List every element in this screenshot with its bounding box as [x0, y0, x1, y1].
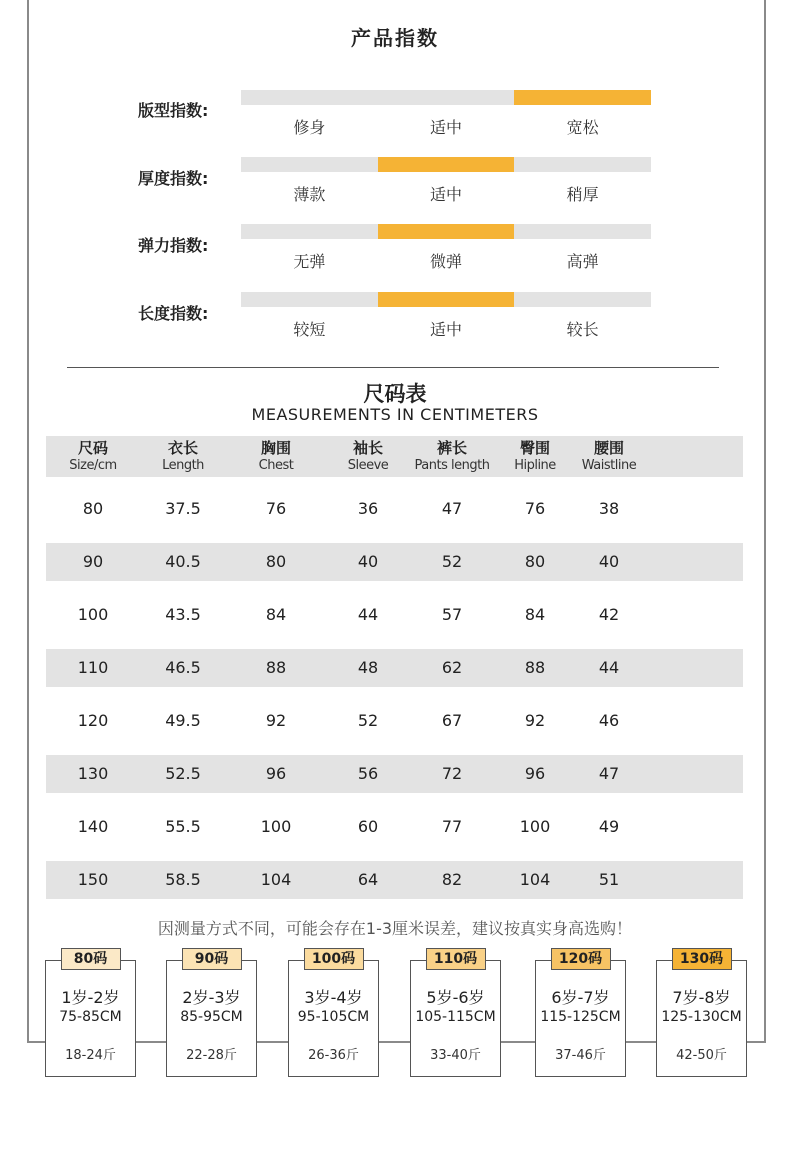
table-cell: 52: [441, 552, 463, 571]
product-index-title: 产品指数: [351, 26, 439, 50]
card-height: 95-105CM: [297, 1009, 370, 1025]
table-cell: 84: [265, 605, 287, 624]
index-bar-segment: [378, 224, 515, 239]
table-cell: 51: [598, 870, 620, 889]
table-header-cell: [564, 439, 654, 474]
card-height: 125-130CM: [661, 1009, 742, 1025]
table-cell: 92: [524, 711, 546, 730]
card-height: 105-115CM: [415, 1009, 496, 1025]
header-en: Hipline: [514, 458, 556, 473]
index-bar: [241, 292, 651, 307]
header-cn: 胸围: [260, 439, 291, 457]
table-cell: 88: [524, 658, 546, 677]
table-cell: 58.5: [165, 870, 201, 889]
table-row: [46, 649, 743, 687]
table-cell: 104: [260, 870, 292, 889]
size-card: [288, 951, 379, 1077]
table-cell: 96: [524, 764, 546, 783]
index-label: 弹力指数:: [138, 236, 209, 255]
header-en: Sleeve: [347, 458, 389, 473]
index-label: 版型指数:: [138, 101, 209, 120]
table-cell: 67: [441, 711, 463, 730]
card-height: 115-125CM: [540, 1009, 621, 1025]
index-bar-segment: [378, 157, 515, 172]
index-option-label: 微弹: [430, 252, 463, 271]
table-cell: 60: [357, 817, 379, 836]
table-cell: 90: [82, 552, 104, 571]
table-cell: 44: [357, 605, 379, 624]
table-cell: 48: [357, 658, 379, 677]
size-badge: 90码: [182, 948, 242, 970]
table-cell: 56: [357, 764, 379, 783]
card-weight: 26-36斤: [308, 1048, 359, 1063]
table-row: [46, 808, 743, 846]
card-age: 6岁-7岁: [551, 988, 610, 1007]
card-weight: 22-28斤: [186, 1048, 237, 1063]
table-header-cell: [138, 439, 228, 474]
index-bar-segment: [514, 90, 651, 105]
table-cell: 46.5: [165, 658, 201, 677]
table-cell: 82: [441, 870, 463, 889]
index-bar-segment: [378, 90, 515, 105]
index-bar-segment: [241, 157, 378, 172]
index-row: [0, 224, 790, 274]
index-options: [241, 115, 651, 138]
table-cell: 110: [77, 658, 109, 677]
index-bar-segment: [241, 224, 378, 239]
index-option-label: 无弹: [293, 252, 326, 271]
table-cell: 76: [265, 499, 287, 518]
table-header-cell: [407, 439, 497, 474]
card-age: 1岁-2岁: [61, 988, 120, 1007]
index-bar-segment: [241, 292, 378, 307]
card-age: 2岁-3岁: [182, 988, 241, 1007]
header-en: Chest: [258, 458, 294, 473]
index-option-label: 宽松: [566, 118, 599, 137]
table-cell: 76: [524, 499, 546, 518]
size-chart-title: 尺码表: [363, 382, 427, 406]
table-cell: 84: [524, 605, 546, 624]
header-en: Length: [162, 458, 204, 473]
card-weight: 33-40斤: [430, 1048, 481, 1063]
table-cell: 104: [519, 870, 551, 889]
size-badge: 130码: [672, 948, 732, 970]
index-row: [0, 90, 790, 140]
table-cell: 46: [598, 711, 620, 730]
index-option-label: 较长: [566, 320, 599, 339]
table-cell: 80: [265, 552, 287, 571]
index-options: [241, 317, 651, 340]
table-cell: 57: [441, 605, 463, 624]
size-card: [656, 951, 747, 1077]
index-option-label: 稍厚: [566, 185, 599, 204]
table-cell: 77: [441, 817, 463, 836]
size-card: [535, 951, 626, 1077]
table-cell: 37.5: [165, 499, 201, 518]
size-badge: 100码: [304, 948, 364, 970]
table-cell: 64: [357, 870, 379, 889]
table-cell: 62: [441, 658, 463, 677]
table-cell: 44: [598, 658, 620, 677]
table-cell: 40: [357, 552, 379, 571]
card-age: 7岁-8岁: [672, 988, 731, 1007]
card-weight: 37-46斤: [555, 1048, 606, 1063]
table-cell: 49: [598, 817, 620, 836]
header-en: Size/cm: [69, 458, 117, 473]
table-row: [46, 861, 743, 899]
index-row: [0, 157, 790, 207]
table-cell: 100: [260, 817, 292, 836]
index-options: [241, 249, 651, 272]
table-cell: 96: [265, 764, 287, 783]
index-bar: [241, 157, 651, 172]
index-bar-segment: [514, 224, 651, 239]
table-row: [46, 755, 743, 793]
card-weight: 42-50斤: [676, 1048, 727, 1063]
table-cell: 140: [77, 817, 109, 836]
table-cell: 80: [524, 552, 546, 571]
table-cell: 40: [598, 552, 620, 571]
index-bar: [241, 224, 651, 239]
table-cell: 42: [598, 605, 620, 624]
index-bar: [241, 90, 651, 105]
table-row: [46, 543, 743, 581]
measurement-note: 因测量方式不同，可能会存在1-3厘米误差，建议按真实身高选购！: [157, 919, 633, 938]
size-badge: 80码: [61, 948, 121, 970]
card-height: 75-85CM: [59, 1009, 122, 1025]
index-option-label: 适中: [430, 320, 463, 339]
index-bar-segment: [514, 157, 651, 172]
table-cell: 52: [357, 711, 379, 730]
table-cell: 36: [357, 499, 379, 518]
table-header-cell: [231, 439, 321, 474]
size-table-header: [46, 436, 743, 477]
table-cell: 92: [265, 711, 287, 730]
header-en: Pants length: [414, 458, 490, 473]
index-bar-segment: [514, 292, 651, 307]
header-cn: 臀围: [519, 439, 550, 457]
index-options: [241, 182, 651, 205]
card-age: 5岁-6岁: [426, 988, 485, 1007]
size-card: [410, 951, 501, 1077]
card-age: 3岁-4岁: [304, 988, 363, 1007]
index-label: 厚度指数:: [138, 169, 209, 188]
table-header-cell: [48, 439, 138, 474]
table-cell: 38: [598, 499, 620, 518]
table-cell: 130: [77, 764, 109, 783]
table-header-cell: [323, 439, 413, 474]
size-chart-subtitle: MEASUREMENTS IN CENTIMETERS: [251, 405, 539, 424]
header-cn: 腰围: [593, 439, 624, 457]
size-badge: 120码: [551, 948, 611, 970]
table-cell: 80: [82, 499, 104, 518]
index-bar-segment: [241, 90, 378, 105]
table-row: [46, 490, 743, 528]
size-badge: 110码: [426, 948, 486, 970]
index-label: 长度指数:: [138, 304, 209, 323]
header-en: Waistline: [581, 458, 637, 473]
size-card: [166, 951, 257, 1077]
table-cell: 120: [77, 711, 109, 730]
header-cn: 袖长: [352, 439, 383, 457]
card-weight: 18-24斤: [65, 1048, 116, 1063]
table-cell: 43.5: [165, 605, 201, 624]
table-cell: 88: [265, 658, 287, 677]
index-bar-segment: [378, 292, 515, 307]
header-cn: 裤长: [436, 439, 467, 457]
index-row: [0, 292, 790, 342]
table-cell: 47: [598, 764, 620, 783]
table-cell: 100: [519, 817, 551, 836]
table-cell: 47: [441, 499, 463, 518]
table-row: [46, 702, 743, 740]
table-cell: 40.5: [165, 552, 201, 571]
table-cell: 72: [441, 764, 463, 783]
index-option-label: 薄款: [293, 185, 326, 204]
header-cn: 尺码: [77, 439, 108, 457]
header-cn: 衣长: [167, 439, 198, 457]
index-option-label: 适中: [430, 185, 463, 204]
table-row: [46, 596, 743, 634]
table-cell: 49.5: [165, 711, 201, 730]
index-option-label: 适中: [430, 118, 463, 137]
index-option-label: 修身: [293, 118, 326, 137]
table-cell: 100: [77, 605, 109, 624]
size-card: [45, 951, 136, 1077]
index-option-label: 高弹: [566, 252, 599, 271]
index-option-label: 较短: [293, 320, 326, 339]
table-cell: 150: [77, 870, 109, 889]
card-height: 85-95CM: [180, 1009, 243, 1025]
table-cell: 55.5: [165, 817, 201, 836]
table-cell: 52.5: [165, 764, 201, 783]
section-divider: [67, 367, 719, 368]
